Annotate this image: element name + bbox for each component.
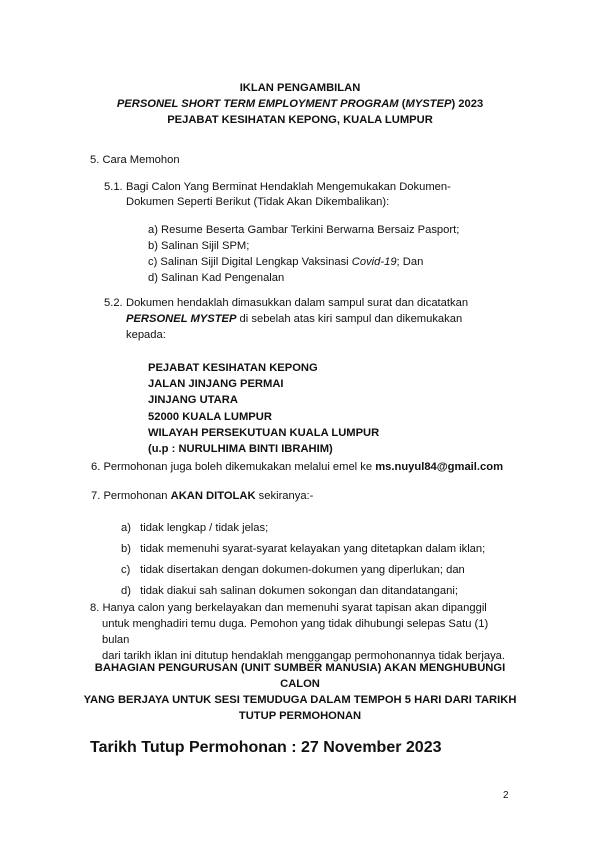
page-number: 2	[503, 790, 509, 801]
section-7-rejected: AKAN DITOLAK	[170, 490, 256, 502]
header-program-acronym: MYSTEP	[405, 98, 452, 111]
address-line: PEJABAT KESIHATAN KEPONG	[148, 362, 318, 374]
section-5-1	[104, 180, 474, 210]
notice-line2: YANG BERJAYA UNTUK SESI TEMUDUGA DALAM TEMPOH 5 HARI DARI TARIKH	[83, 694, 517, 707]
rejection-item-label: c)	[121, 564, 131, 577]
notice-line3: TUTUP PERMOHONAN	[238, 710, 362, 723]
address-line: JALAN JINJANG PERMAI	[148, 378, 284, 391]
document-list	[148, 222, 459, 286]
header-program	[60, 96, 540, 112]
document-header	[60, 80, 540, 129]
rejection-list	[121, 518, 485, 602]
header-program-italic: PERSONEL SHORT TERM EMPLOYMENT PROGRAM	[116, 98, 399, 111]
section-5-2-number: 5.2.	[104, 297, 123, 309]
document-item-c-post: ; Dan	[396, 256, 424, 269]
rejection-item	[121, 518, 485, 539]
rejection-item-label: b)	[121, 543, 131, 556]
section-7	[91, 489, 313, 504]
hr-notice	[82, 660, 518, 724]
section-5-2-line3: kepada:	[126, 329, 166, 342]
address-line: JINJANG UTARA	[148, 394, 238, 407]
rejection-item	[121, 560, 485, 581]
section-8	[90, 600, 512, 664]
document-item-d: d) Salinan Kad Pengenalan	[148, 272, 285, 285]
document-item-c-pre: c) Salinan Sijil Digital Lengkap Vaksinasi	[148, 256, 352, 269]
section-5-heading	[90, 153, 180, 168]
contact-email: ms.nuyul84@gmail.com	[375, 461, 504, 473]
rejection-item-text: tidak lengkap / tidak jelas;	[140, 522, 269, 534]
address-line: (u.p : NURULHIMA BINTI IBRAHIM)	[148, 443, 333, 456]
section-6	[91, 460, 503, 475]
section-5-1-number: 5.1.	[104, 181, 123, 193]
document-item-a: a) Resume Beserta Gambar Terkini Berwarna Bersaiz Pasport;	[148, 224, 460, 236]
section-5-number: 5.	[90, 154, 100, 166]
section-5-1-line2: Dokumen Seperti Berikut (Tidak Akan Dikembalikan):	[126, 195, 390, 208]
section-7-post: sekiranya:-	[255, 490, 314, 502]
document-item-b: b) Salinan Sijil SPM;	[148, 240, 250, 253]
closing-date: Tarikh Tutup Permohonan : 27 November 2023	[90, 739, 442, 756]
header-program-open: (	[398, 98, 406, 111]
section-5-2-line2	[104, 311, 494, 327]
section-5-2	[104, 295, 494, 343]
section-8-line1: 8. Hanya calon yang berkelayakan dan memenuhi syarat tapisan akan dipanggil	[90, 602, 487, 614]
document-item-c-covid: Covid-19	[351, 256, 397, 269]
notice-line1: BAHAGIAN PENGURUSAN (UNIT SUMBER MANUSIA) AKAN MENGHUBUNGI CALON	[94, 662, 506, 691]
section-8-line3: dari tarikh iklan ini ditutup hendaklah menggangap permohonannya tidak berjaya.	[102, 650, 506, 663]
rejection-item-text: tidak memenuhi syarat-syarat kelayakan yang ditetapkan dalam iklan;	[140, 543, 486, 556]
rejection-item-text: tidak diakui sah salinan dokumen sokongan dan ditandatangani;	[140, 585, 458, 598]
section-5-title: Cara Memohon	[102, 154, 180, 166]
rejection-item-text: tidak disertakan dengan dokumen-dokumen yang diperlukan; dan	[140, 564, 465, 577]
section-5-2-mystep: PERSONEL MYSTEP	[126, 313, 237, 326]
section-5-2-line1: Dokumen hendaklah dimasukkan dalam sampul surat dan dicatatkan	[126, 297, 469, 309]
address-line: WILAYAH PERSEKUTUAN KUALA LUMPUR	[148, 426, 380, 439]
section-5-1-line1: Bagi Calon Yang Berminat Hendaklah Mengemukakan Dokumen-	[126, 181, 451, 193]
section-7-pre: 7. Permohonan	[91, 490, 171, 502]
rejection-item	[121, 539, 485, 560]
header-program-year: ) 2023	[451, 98, 484, 111]
document-item-c	[148, 254, 459, 270]
section-6-text: 6. Permohonan juga boleh dikemukakan melalui emel ke	[91, 461, 376, 473]
section-5-2-line2-rest: di sebelah atas kiri sampul dan dikemukakan	[236, 313, 463, 326]
header-office: PEJABAT KESIHATAN KEPONG, KUALA LUMPUR	[167, 114, 433, 127]
header-title: IKLAN PENGAMBILAN	[239, 82, 361, 94]
address-line: 52000 KUALA LUMPUR	[148, 410, 272, 423]
mailing-address	[148, 360, 379, 457]
section-8-line2: untuk menghadiri temu duga. Pemohon yang tidak dihubungi selepas Satu (1) bulan	[102, 618, 489, 647]
rejection-item-label: a)	[121, 522, 131, 534]
rejection-item-label: d)	[121, 585, 131, 598]
